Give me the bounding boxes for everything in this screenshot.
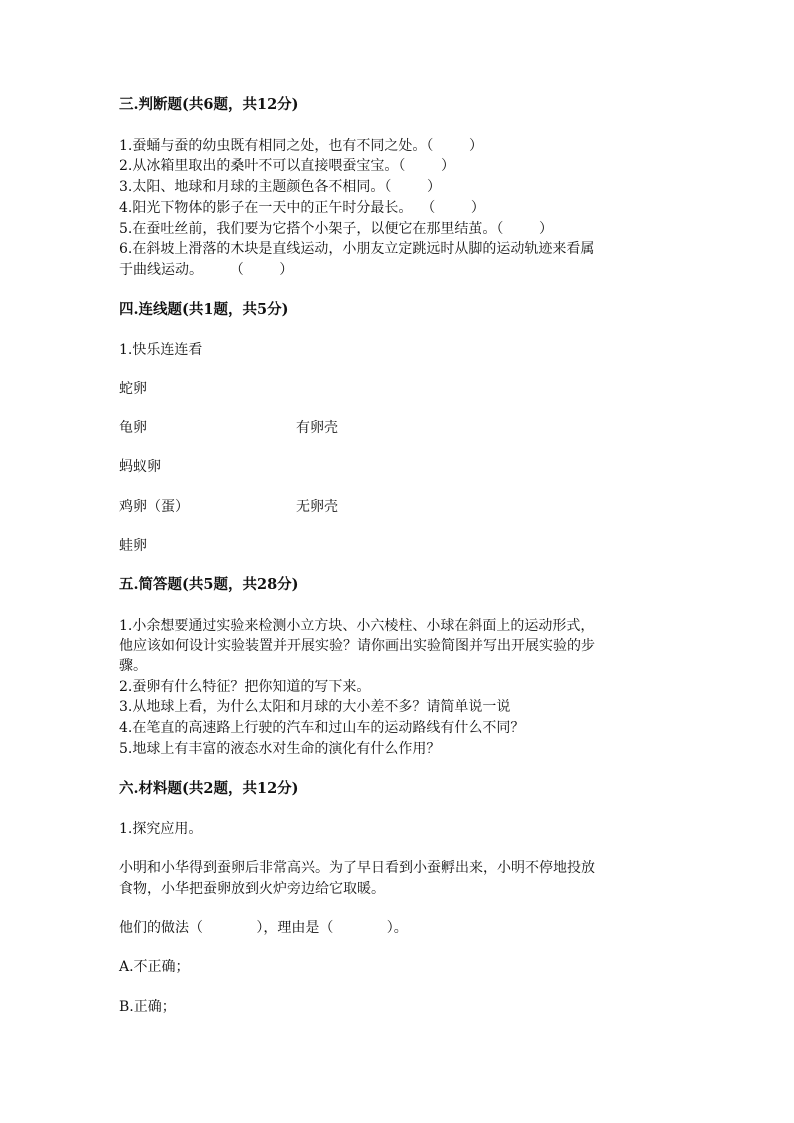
judgement-item-6-line-2: 于曲线运动。 （ ） — [119, 262, 294, 278]
section-heading-short-answer: 五.简答题(共5题，共28分) — [119, 576, 299, 593]
judgement-item-6-line-1: 6.在斜坡上滑落的木块是直线运动，小朋友立定跳远时从脚的运动轨迹来看属 — [119, 241, 595, 257]
judgement-item-1: 1.蚕蛹与蚕的幼虫既有相同之处，也有不同之处。（ ） — [119, 138, 483, 154]
matching-left-item-5: 蛙卵 — [119, 538, 147, 554]
short-answer-item-3: 3.从地球上看，为什么太阳和月球的大小差不多？请简单说一说 — [119, 699, 511, 715]
matching-left-item-4: 鸡卵（蛋） — [119, 499, 189, 515]
matching-right-item-2: 无卵壳 — [296, 499, 338, 515]
judgement-item-4: 4.阳光下物体的影子在一天中的正午时分最长。 （ ） — [119, 200, 485, 216]
short-answer-item-1-line-2: 他应该如何设计实验装置并开展实验？请你画出实验简图并写出开展实验的步 — [119, 638, 595, 654]
material-passage-line-1: 小明和小华得到蚕卵后非常高兴。为了早日看到小蚕孵出来，小明不停地投放 — [119, 860, 595, 876]
matching-right-item-1: 有卵壳 — [296, 420, 338, 436]
section-heading-judgement: 三.判断题(共6题，共12分) — [119, 96, 299, 113]
matching-left-item-3: 蚂蚁卵 — [119, 459, 161, 475]
short-answer-item-1-line-3: 骤。 — [119, 658, 147, 674]
material-question: 1.探究应用。 — [119, 821, 203, 837]
section-heading-material: 六.材料题(共2题，共12分) — [119, 780, 299, 797]
matching-left-item-2: 龟卵 — [119, 420, 147, 436]
material-option-a: A.不正确； — [119, 959, 190, 975]
material-option-b: B.正确； — [119, 999, 176, 1015]
short-answer-item-2: 2.蚕卵有什么特征？把你知道的写下来。 — [119, 679, 371, 695]
short-answer-item-1-line-1: 1.小余想要通过实验来检测小立方块、小六棱柱、小球在斜面上的运动形式， — [119, 618, 595, 634]
short-answer-item-4: 4.在笔直的高速路上行驶的汽车和过山车的运动路线有什么不同？ — [119, 720, 525, 736]
judgement-item-5: 5.在蚕吐丝前，我们要为它搭个小架子，以便它在那里结茧。（ ） — [119, 221, 553, 237]
judgement-item-3: 3.太阳、地球和月球的主题颜色各不相同。（ ） — [119, 179, 441, 195]
matching-left-item-1: 蛇卵 — [119, 381, 147, 397]
judgement-item-2: 2.从冰箱里取出的桑叶不可以直接喂蚕宝宝。（ ） — [119, 158, 455, 174]
section-heading-matching: 四.连线题(共1题，共5分) — [119, 301, 289, 318]
material-prompt: 他们的做法（ ），理由是（ ）。 — [119, 920, 408, 936]
matching-question: 1.快乐连连看 — [119, 342, 203, 358]
short-answer-item-5: 5.地球上有丰富的液态水对生命的演化有什么作用？ — [119, 741, 441, 757]
material-passage-line-2: 食物，小华把蚕卵放到火炉旁边给它取暖。 — [119, 881, 385, 897]
